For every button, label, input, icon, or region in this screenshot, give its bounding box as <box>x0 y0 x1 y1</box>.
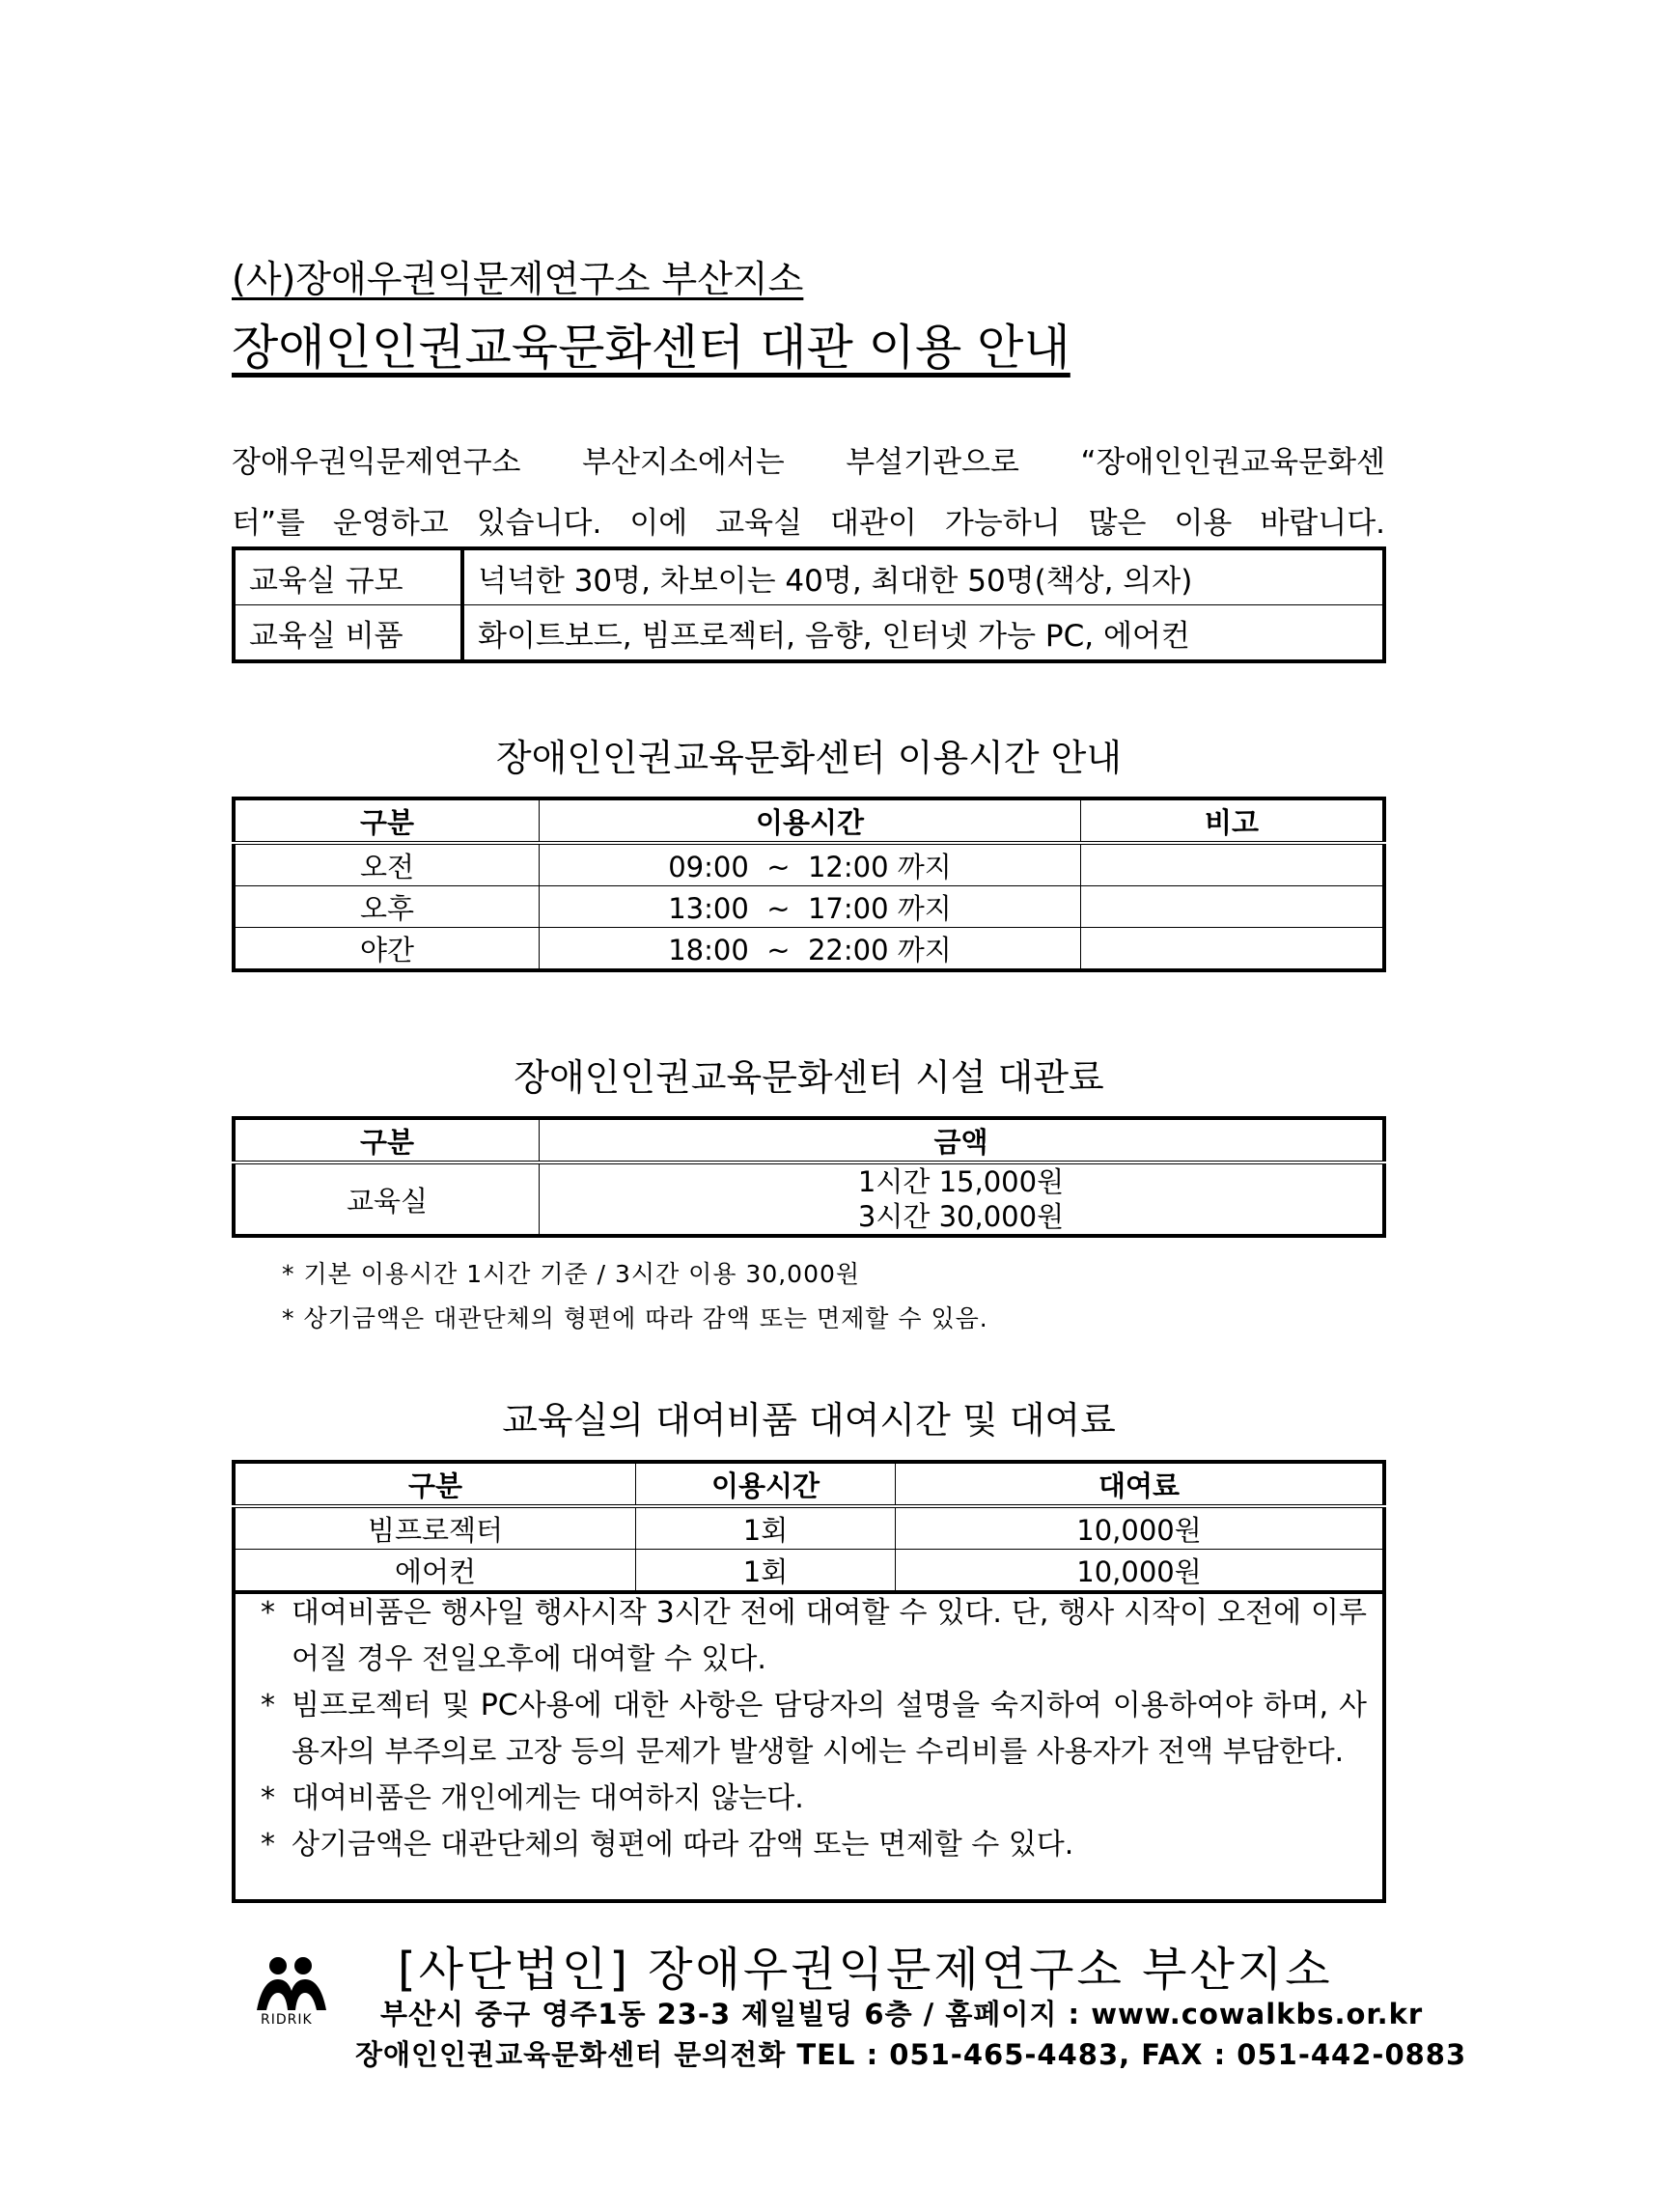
intro-line: 터”를 운영하고 있습니다. 이에 교육실 대관이 가능하니 많은 이용 바랍니다. <box>232 506 1385 541</box>
table-row <box>234 605 1384 662</box>
hours-type-cell: 오후 <box>234 886 540 928</box>
rental-time-cell: 1회 <box>636 1550 896 1593</box>
column-header: 구분 <box>234 1462 636 1506</box>
fee-type-cell: 교육실 <box>234 1162 540 1236</box>
rental-note-text: 대여비품은 행사일 행사시작 3시간 전에 대여할 수 있다. 단, 행사 시작이 오전에 이루어질 경우 전일오후에 대여할 수 있다. <box>292 1596 1367 1676</box>
hours-time-cell: 09:00 ~ 12:00 까지 <box>540 843 1081 886</box>
room-info-value: 화이트보드, 빔프로젝터, 음향, 인터넷 가능 PC, 에어컨 <box>462 605 1384 662</box>
rental-note-text: 상기금액은 대관단체의 형편에 따라 감액 또는 면제할 수 있다. <box>292 1828 1074 1862</box>
column-header: 구분 <box>234 798 540 843</box>
column-header: 이용시간 <box>636 1462 896 1506</box>
note-bullet: * <box>261 1596 275 1630</box>
fee-amount-line: 1시간 15,000원 <box>857 1165 1065 1198</box>
rental-item-cell: 에어컨 <box>234 1550 636 1593</box>
rental-table <box>232 1460 1386 1594</box>
hours-type-cell: 오전 <box>234 843 540 886</box>
table-row <box>234 1506 1384 1550</box>
hours-time-cell: 18:00 ~ 22:00 까지 <box>540 928 1081 971</box>
note-bullet: * <box>261 1689 275 1722</box>
hours-note-cell <box>1081 843 1385 886</box>
intro-paragraph <box>232 433 1385 554</box>
fee-note: * 기본 이용시간 1시간 기준 / 3시간 이용 30,000원 <box>282 1260 861 1288</box>
column-header: 대여료 <box>896 1462 1385 1506</box>
table-row <box>234 1162 1384 1236</box>
rental-time-cell: 1회 <box>636 1506 896 1550</box>
rental-fee-cell: 10,000원 <box>896 1506 1385 1550</box>
table-header-row <box>234 1118 1384 1162</box>
table-row <box>234 548 1384 605</box>
table-row <box>234 886 1384 928</box>
note-bullet: * <box>261 1781 275 1815</box>
footer-address: 부산시 중구 영주1동 23-3 제일빌딩 6층 / 홈페이지 : www.cowalkbs.or.kr <box>380 1998 1424 2030</box>
fee-amount-cell <box>540 1162 1385 1236</box>
room-info-value: 넉넉한 30명, 차보이는 40명, 최대한 50명(책상, 의자) <box>462 548 1384 605</box>
table-header-row <box>234 1462 1384 1506</box>
hours-type-cell: 야간 <box>234 928 540 971</box>
room-info-label: 교육실 규모 <box>234 548 462 605</box>
room-info-label: 교육실 비품 <box>234 605 462 662</box>
footer-title: [사단법인] 장애우권익문제연구소 부산지소 <box>398 1943 1333 1997</box>
org-title: (사)장애우권익문제연구소 부산지소 <box>232 258 804 300</box>
page-title: 장애인인권교육문화센터 대관 이용 안내 <box>232 320 1070 376</box>
footer-contact: 장애인인권교육문화센터 문의전화 TEL : 051-465-4483, FAX : 051-442-0883 <box>355 2038 1467 2071</box>
rental-section-title: 교육실의 대여비품 대여시간 및 대여료 <box>502 1399 1116 1442</box>
hours-time-cell: 13:00 ~ 17:00 까지 <box>540 886 1081 928</box>
table-row <box>234 928 1384 971</box>
rental-fee-cell: 10,000원 <box>896 1550 1385 1593</box>
table-row <box>234 843 1384 886</box>
rental-note <box>261 1590 1367 1683</box>
fee-note: * 상기금액은 대관단체의 형편에 따라 감액 또는 면제할 수 있음. <box>282 1304 988 1332</box>
fee-section-title: 장애인인권교육문화센터 시설 대관료 <box>514 1056 1104 1099</box>
table-header-row <box>234 798 1384 843</box>
column-header: 이용시간 <box>540 798 1081 843</box>
hours-section-title: 장애인인권교육문화센터 이용시간 안내 <box>495 737 1123 779</box>
fee-amount-line: 3시간 30,000원 <box>857 1200 1065 1233</box>
hours-note-cell <box>1081 886 1385 928</box>
rental-notes-box <box>232 1586 1386 1903</box>
hours-table <box>232 797 1386 972</box>
fee-table <box>232 1116 1386 1238</box>
column-header: 금액 <box>540 1118 1385 1162</box>
rental-note <box>261 1683 1367 1776</box>
hours-note-cell <box>1081 928 1385 971</box>
note-bullet: * <box>261 1828 275 1862</box>
rental-note <box>261 1822 1367 1868</box>
rental-item-cell: 빔프로젝터 <box>234 1506 636 1550</box>
logo-text: RIDRIK <box>261 2012 313 2028</box>
rental-note <box>261 1776 1367 1822</box>
rental-note-text: 대여비품은 개인에게는 대여하지 않는다. <box>292 1781 804 1815</box>
column-header: 구분 <box>234 1118 540 1162</box>
intro-line: 장애우권익문제연구소 부산지소에서는 부설기관으로 “장애인인권교육문화센 <box>232 445 1385 480</box>
room-info-table <box>232 546 1386 663</box>
rental-note-text: 빔프로젝터 및 PC사용에 대한 사항은 담당자의 설명을 숙지하여 이용하여야 하며, 사용자의 부주의로 고장 등의 문제가 발생할 시에는 수리비를 사용자가 전액 부담한다. <box>292 1689 1367 1769</box>
column-header: 비고 <box>1081 798 1385 843</box>
